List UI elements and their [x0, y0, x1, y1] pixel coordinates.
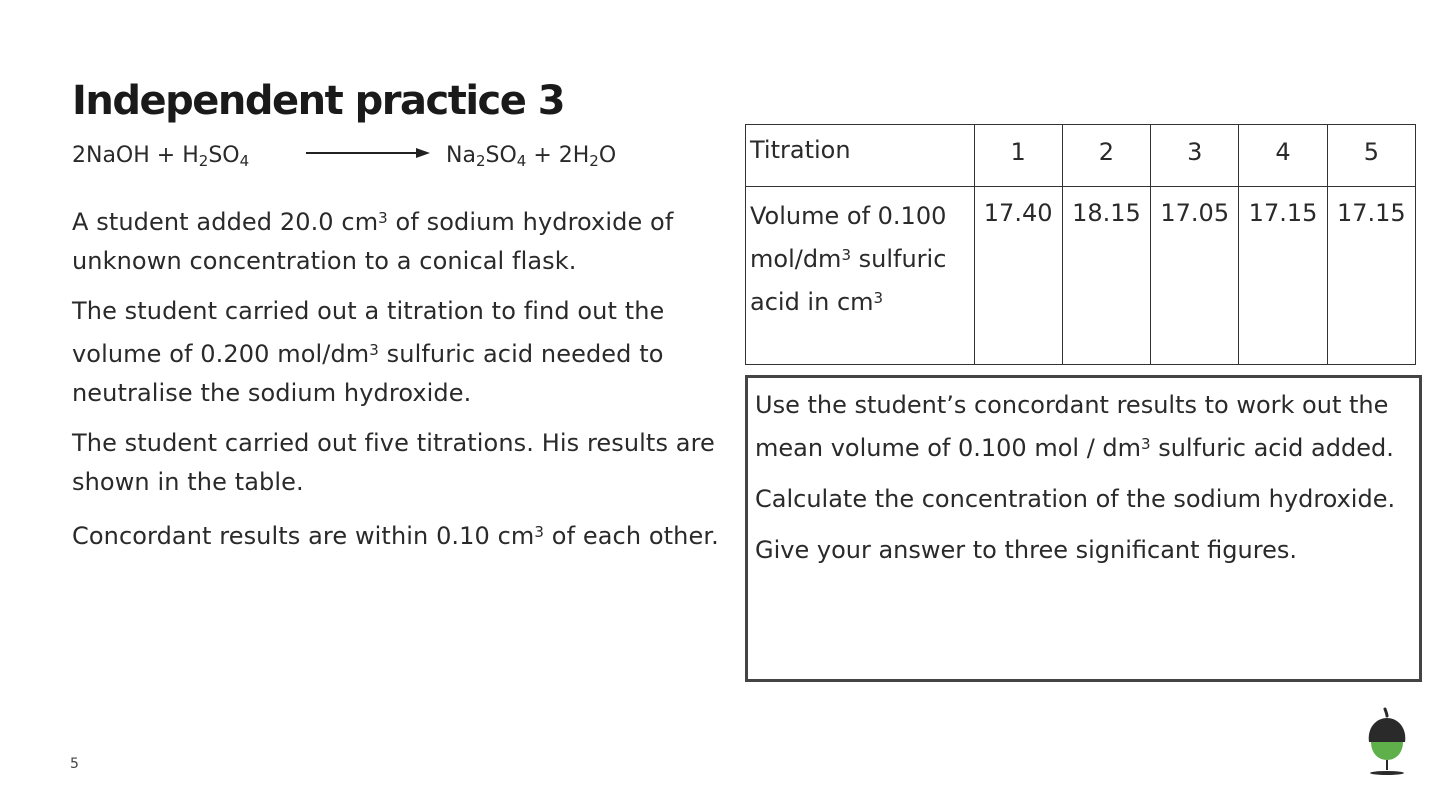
table-header-row: [746, 125, 1416, 187]
titration-number-cell: 4: [1239, 125, 1327, 187]
volume-value-cell: 17.05: [1151, 187, 1239, 365]
task-paragraph-3: Give your answer to three significant figures.: [755, 536, 1297, 564]
titration-results-table: [745, 124, 1416, 365]
table-volume-row: [746, 187, 1416, 365]
problem-description: [72, 199, 738, 567]
chemical-equation: [72, 143, 732, 179]
equation-products: $Na_2SO_4 + 2H_2O$: [446, 143, 617, 170]
task-paragraph-1: Use the student’s concordant results to work out the mean volume of 0.100 mol / $dm^3$ sulfuric acid added.: [755, 391, 1394, 462]
task-paragraph-2: Calculate the concentration of the sodium hydroxide.: [755, 485, 1396, 513]
volume-value-cell: 17.40: [974, 187, 1062, 365]
volume-value-cell: 18.15: [1062, 187, 1150, 365]
equation-reactants: 2NaOH + $H_2SO_4$: [72, 143, 250, 170]
intro-paragraph-4: Concordant results are within 0.10 $cm^3$ of each other.: [72, 522, 719, 550]
intro-paragraph-2: The student carried out a titration to find out the volume of 0.200 mol/$dm^3$ sulfuric acid needed to neutralise the sodium hydroxide.: [72, 297, 665, 407]
volume-value-cell: 17.15: [1239, 187, 1327, 365]
intro-paragraph-1: A student added 20.0 $cm^3$ of sodium hydroxide of unknown concentration to a conical flask.: [72, 208, 674, 275]
logo-body: [1369, 718, 1406, 742]
acorn-logo-icon: [1365, 706, 1409, 776]
intro-paragraph-3: The student carried out five titrations. His results are shown in the table.: [72, 429, 715, 496]
volume-label-cell: Volume of 0.100 mol/$dm^3$ sulfuric acid in $cm^3$: [746, 187, 975, 365]
titration-number-cell: 3: [1151, 125, 1239, 187]
titration-number-cell: 5: [1327, 125, 1415, 187]
titration-number-cell: 2: [1062, 125, 1150, 187]
task-box: [745, 375, 1422, 682]
volume-value-cell: 17.15: [1327, 187, 1415, 365]
right-arrow-icon: [306, 144, 432, 168]
titration-header-cell: Titration: [746, 125, 975, 187]
slide-title: Independent practice 3: [72, 78, 565, 124]
logo-cup: [1371, 742, 1403, 760]
titration-number-cell: 1: [974, 125, 1062, 187]
page-number: 5: [70, 756, 79, 772]
